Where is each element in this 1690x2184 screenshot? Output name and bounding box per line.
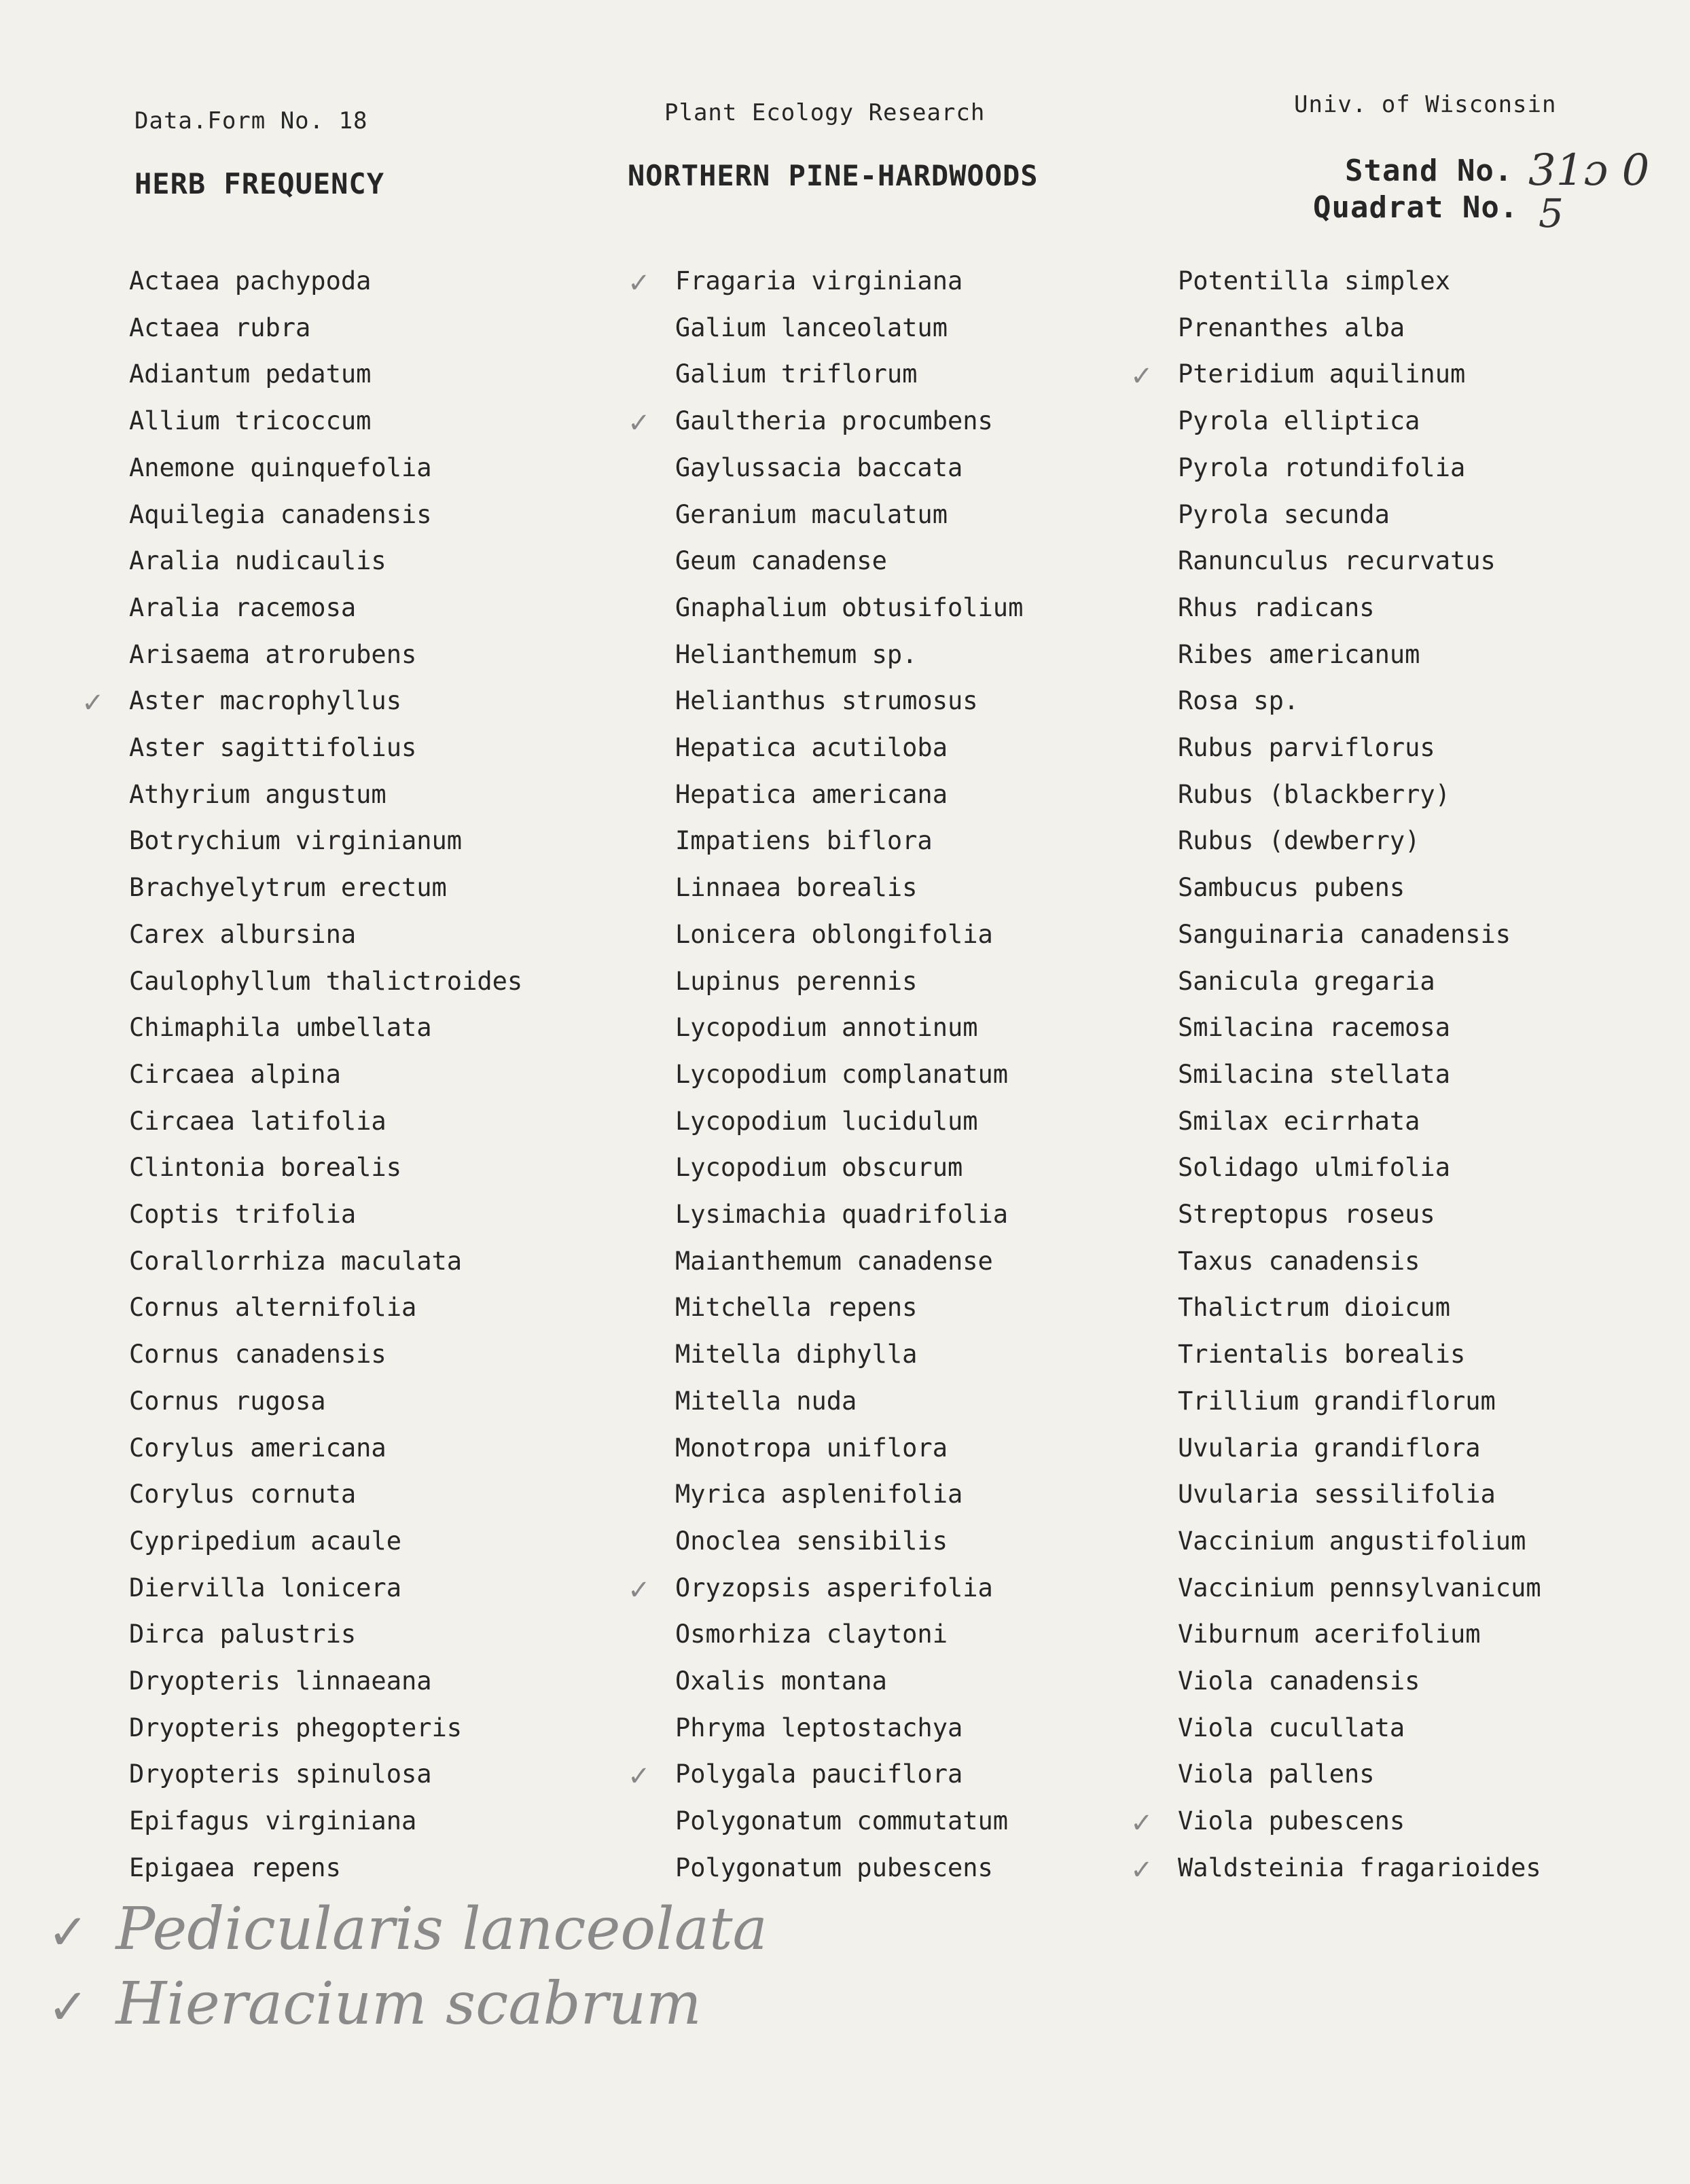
species-row: Polygonatum commutatum bbox=[675, 1806, 1009, 1836]
quadrat-number-label: Quadrat No. bbox=[1313, 190, 1519, 225]
species-row: Ribes americanum bbox=[1178, 640, 1420, 669]
species-row: Rubus (blackberry) bbox=[1178, 780, 1450, 809]
species-row: Geum canadense bbox=[675, 546, 887, 575]
species-row: Rubus parviflorus bbox=[1178, 733, 1435, 762]
species-row: Monotropa uniflora bbox=[675, 1433, 948, 1463]
species-row: Cypripedium acaule bbox=[129, 1526, 401, 1556]
species-row: Galium lanceolatum bbox=[675, 313, 948, 342]
species-row: Corallorrhiza maculata bbox=[129, 1247, 463, 1276]
species-row: Osmorhiza claytoni bbox=[675, 1619, 948, 1649]
species-row: Gaultheria procumbens bbox=[675, 406, 993, 435]
species-row: Sanguinaria canadensis bbox=[1178, 920, 1511, 949]
species-row: Carex albursina bbox=[129, 920, 357, 949]
species-row: Epigaea repens bbox=[129, 1853, 341, 1882]
species-row: Polygonatum pubescens bbox=[675, 1853, 993, 1882]
species-row: Aralia nudicaulis bbox=[129, 546, 386, 575]
handwritten-species-name: Pedicularis lanceolata bbox=[115, 1895, 768, 1963]
species-row: Clintonia borealis bbox=[129, 1153, 401, 1182]
species-row: Diervilla lonicera bbox=[129, 1573, 401, 1603]
species-row: Onoclea sensibilis bbox=[675, 1526, 948, 1556]
species-row: Prenanthes alba bbox=[1178, 313, 1405, 342]
species-row: Chimaphila umbellata bbox=[129, 1013, 432, 1042]
species-row: Lycopodium lucidulum bbox=[675, 1107, 978, 1136]
species-row: Actaea pachypoda bbox=[129, 266, 372, 296]
species-row: Cornus rugosa bbox=[129, 1386, 326, 1416]
species-row: Smilax ecirrhata bbox=[1178, 1107, 1420, 1136]
species-row: Phryma leptostachya bbox=[675, 1713, 963, 1742]
species-row: Corylus cornuta bbox=[129, 1480, 357, 1509]
species-row: Allium tricoccum bbox=[129, 406, 372, 435]
species-row: Vaccinium angustifolium bbox=[1178, 1526, 1526, 1556]
form-number: Data.Form No. 18 bbox=[134, 107, 368, 135]
check-mark-icon: ✓ bbox=[628, 1761, 651, 1792]
species-row: Linnaea borealis bbox=[675, 873, 918, 902]
check-mark-icon: ✓ bbox=[628, 1575, 651, 1606]
species-row: Aquilegia canadensis bbox=[129, 500, 432, 529]
species-row: Trientalis borealis bbox=[1178, 1340, 1466, 1369]
species-row: Lonicera oblongifolia bbox=[675, 920, 993, 949]
species-row: Caulophyllum thalictroides bbox=[129, 967, 523, 996]
organization: Plant Ecology Research bbox=[664, 99, 986, 126]
species-row: Pteridium aquilinum bbox=[1178, 359, 1466, 389]
species-row: Lupinus perennis bbox=[675, 967, 918, 996]
handwritten-species-name: Hieracium scabrum bbox=[115, 1970, 702, 2038]
species-row: Thalictrum dioicum bbox=[1178, 1293, 1450, 1322]
species-row: Smilacina racemosa bbox=[1178, 1013, 1450, 1042]
species-row: Cornus alternifolia bbox=[129, 1293, 417, 1322]
species-row: Corylus americana bbox=[129, 1433, 386, 1463]
check-mark-icon: ✓ bbox=[628, 268, 651, 299]
species-row: Dryopteris spinulosa bbox=[129, 1759, 432, 1789]
species-row: Pyrola elliptica bbox=[1178, 406, 1420, 435]
handwritten-species bbox=[48, 1895, 768, 1963]
species-row: Trillium grandiflorum bbox=[1178, 1386, 1496, 1416]
species-row: Uvularia grandiflora bbox=[1178, 1433, 1481, 1463]
species-row: Hepatica acutiloba bbox=[675, 733, 948, 762]
species-row: Mitella nuda bbox=[675, 1386, 857, 1416]
species-row: Streptopus roseus bbox=[1178, 1200, 1435, 1229]
species-row: Adiantum pedatum bbox=[129, 359, 372, 389]
species-row: Lysimachia quadrifolia bbox=[675, 1200, 1009, 1229]
species-row: Rubus (dewberry) bbox=[1178, 826, 1420, 855]
species-row: Viola pallens bbox=[1178, 1759, 1375, 1789]
species-row: Waldsteinia fragarioides bbox=[1178, 1853, 1541, 1882]
species-row: Maianthemum canadense bbox=[675, 1247, 993, 1276]
species-row: Potentilla simplex bbox=[1178, 266, 1450, 296]
species-row: Smilacina stellata bbox=[1178, 1060, 1450, 1089]
check-mark-icon: ✓ bbox=[48, 1903, 89, 1961]
species-row: Dryopteris phegopteris bbox=[129, 1713, 463, 1742]
quadrat-number-value: 5 bbox=[1539, 190, 1564, 236]
species-row: Solidago ulmifolia bbox=[1178, 1153, 1450, 1182]
species-row: Viola pubescens bbox=[1178, 1806, 1405, 1836]
species-row: Circaea latifolia bbox=[129, 1107, 386, 1136]
check-mark-icon: ✓ bbox=[1130, 1808, 1153, 1839]
species-row: Anemone quinquefolia bbox=[129, 453, 432, 482]
check-mark-icon: ✓ bbox=[82, 687, 105, 719]
species-row: Pyrola secunda bbox=[1178, 500, 1390, 529]
species-row: Botrychium virginianum bbox=[129, 826, 463, 855]
species-row: Uvularia sessilifolia bbox=[1178, 1480, 1496, 1509]
species-row: Lycopodium obscurum bbox=[675, 1153, 963, 1182]
species-row: Arisaema atrorubens bbox=[129, 640, 417, 669]
species-row: Oxalis montana bbox=[675, 1666, 887, 1696]
species-row: Actaea rubra bbox=[129, 313, 311, 342]
species-row: Aralia racemosa bbox=[129, 593, 357, 622]
species-row: Impatiens biflora bbox=[675, 826, 933, 855]
check-mark-icon: ✓ bbox=[1130, 1855, 1153, 1886]
species-row: Sanicula gregaria bbox=[1178, 967, 1435, 996]
species-row: Circaea alpina bbox=[129, 1060, 341, 1089]
species-row: Viola cucullata bbox=[1178, 1713, 1405, 1742]
species-row: Helianthemum sp. bbox=[675, 640, 918, 669]
community-title: NORTHERN PINE-HARDWOODS bbox=[628, 159, 1039, 192]
species-row: Fragaria virginiana bbox=[675, 266, 963, 296]
stand-number-value: 31ɔ 0 bbox=[1528, 145, 1650, 196]
species-row: Oryzopsis asperifolia bbox=[675, 1573, 993, 1603]
species-row: Mitella diphylla bbox=[675, 1340, 918, 1369]
species-row: Myrica asplenifolia bbox=[675, 1480, 963, 1509]
university: Univ. of Wisconsin bbox=[1294, 91, 1557, 118]
species-row: Rhus radicans bbox=[1178, 593, 1375, 622]
species-row: Coptis trifolia bbox=[129, 1200, 357, 1229]
species-row: Galium triflorum bbox=[675, 359, 918, 389]
species-row: Viola canadensis bbox=[1178, 1666, 1420, 1696]
species-row: Hepatica americana bbox=[675, 780, 948, 809]
check-mark-icon: ✓ bbox=[1130, 361, 1153, 392]
species-row: Lycopodium complanatum bbox=[675, 1060, 1009, 1089]
species-row: Dryopteris linnaeana bbox=[129, 1666, 432, 1696]
species-row: Brachyelytrum erectum bbox=[129, 873, 447, 902]
species-row: Dirca palustris bbox=[129, 1619, 357, 1649]
species-row: Aster macrophyllus bbox=[129, 686, 401, 715]
stand-number-label: Stand No. bbox=[1345, 154, 1513, 188]
species-row: Lycopodium annotinum bbox=[675, 1013, 978, 1042]
species-row: Taxus canadensis bbox=[1178, 1247, 1420, 1276]
species-row: Sambucus pubens bbox=[1178, 873, 1405, 902]
species-row: Helianthus strumosus bbox=[675, 686, 978, 715]
species-row: Athyrium angustum bbox=[129, 780, 386, 809]
species-row: Aster sagittifolius bbox=[129, 733, 417, 762]
species-row: Viburnum acerifolium bbox=[1178, 1619, 1481, 1649]
species-row: Mitchella repens bbox=[675, 1293, 918, 1322]
species-row: Pyrola rotundifolia bbox=[1178, 453, 1466, 482]
check-mark-icon: ✓ bbox=[48, 1978, 89, 2035]
species-row: Ranunculus recurvatus bbox=[1178, 546, 1496, 575]
handwritten-species bbox=[48, 1970, 702, 2038]
species-row: Gnaphalium obtusifolium bbox=[675, 593, 1024, 622]
species-row: Vaccinium pennsylvanicum bbox=[1178, 1573, 1541, 1603]
check-mark-icon: ✓ bbox=[628, 408, 651, 439]
species-row: Geranium maculatum bbox=[675, 500, 948, 529]
form-title: HERB FREQUENCY bbox=[134, 167, 385, 200]
species-row: Polygala pauciflora bbox=[675, 1759, 963, 1789]
species-row: Cornus canadensis bbox=[129, 1340, 386, 1369]
species-row: Epifagus virginiana bbox=[129, 1806, 417, 1836]
species-row: Gaylussacia baccata bbox=[675, 453, 963, 482]
species-row: Rosa sp. bbox=[1178, 686, 1299, 715]
